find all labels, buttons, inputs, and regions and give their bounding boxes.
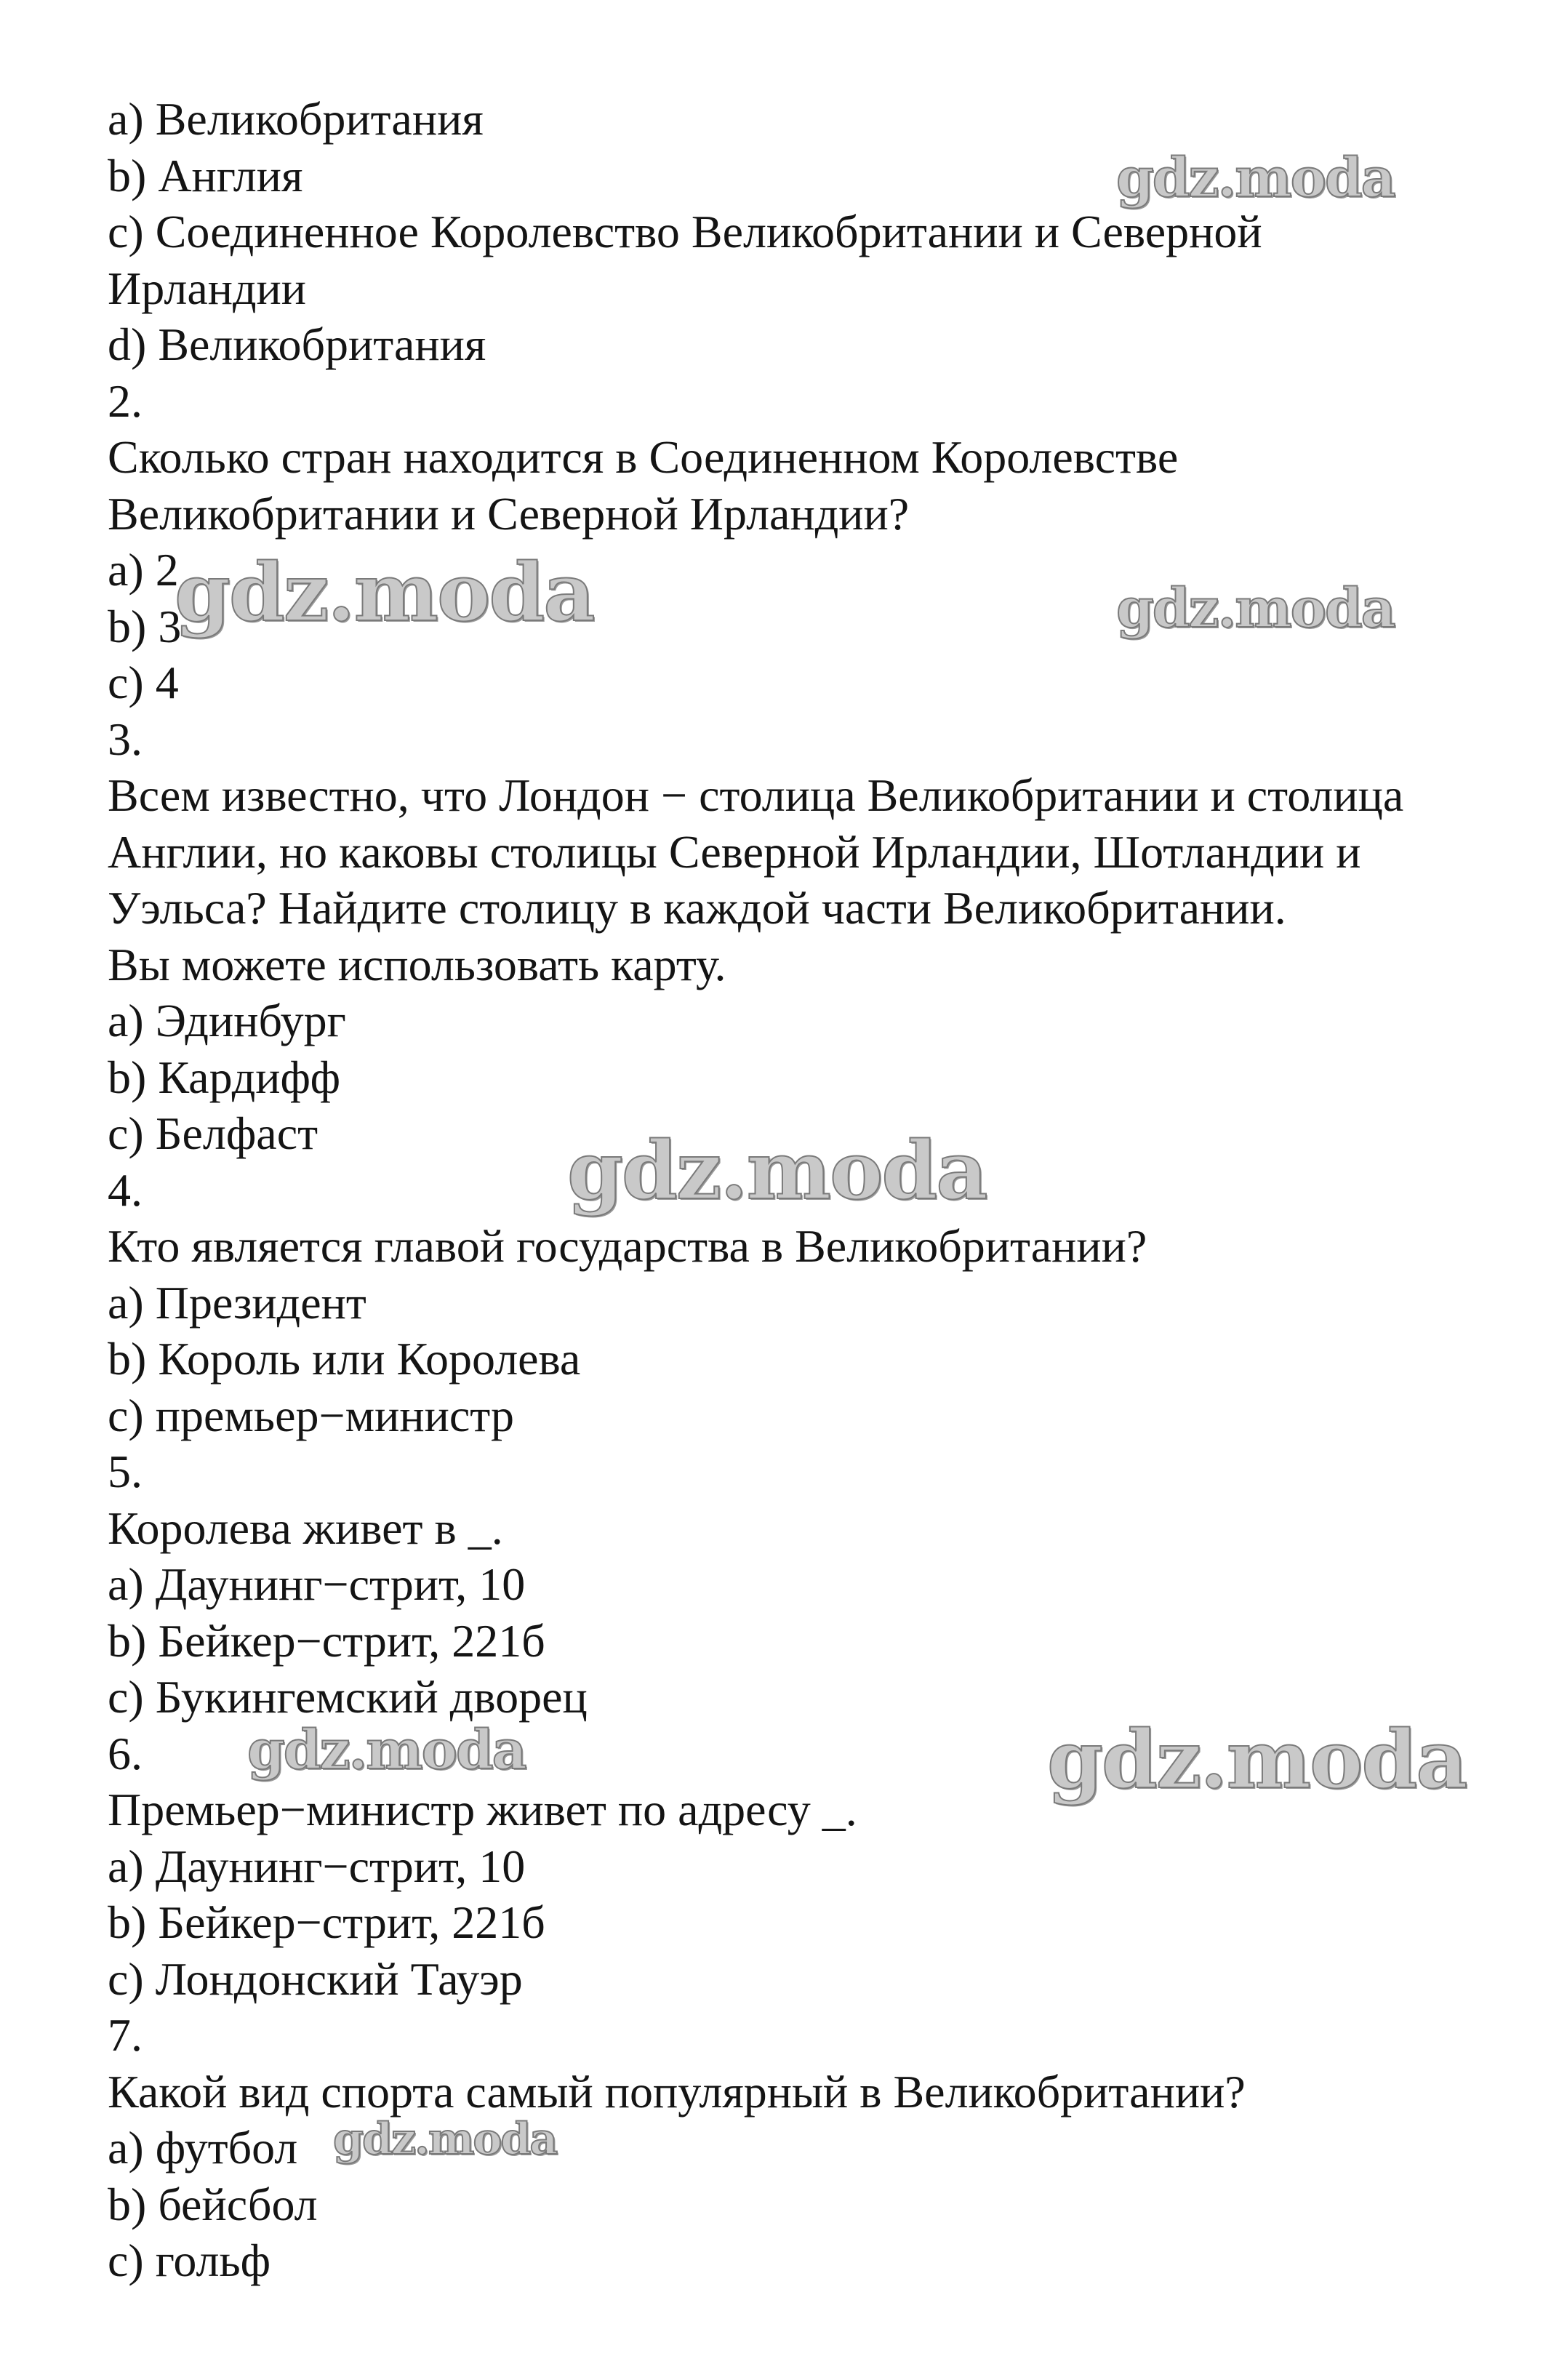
text-line: b) Бейкер−стрит, 221б — [108, 1896, 545, 1948]
text-line: a) Даунинг−стрит, 10 — [108, 1558, 526, 1610]
text-line: Королева живет в _. — [108, 1502, 503, 1554]
text-line: 2. — [108, 374, 143, 427]
text-line: b) Бейкер−стрит, 221б — [108, 1614, 545, 1667]
text-line: a) Президент — [108, 1276, 366, 1329]
text-line: Уэльса? Найдите столицу в каждой части Великобритании. — [108, 882, 1286, 934]
watermark-2: gdz.moda — [175, 545, 594, 639]
text-line: Премьер−министр живет по адресу _. — [108, 1784, 857, 1835]
text-line: b) Англия — [108, 149, 303, 201]
text-line: a) 2 — [108, 544, 179, 596]
text-line: 4. — [108, 1163, 143, 1216]
text-line: b) 3 — [108, 600, 182, 652]
text-line: b) бейсбол — [108, 2178, 318, 2230]
text-line: Кто является главой государства в Великобритании? — [108, 1220, 1147, 1272]
text-line: 7. — [108, 2009, 143, 2061]
text-line: a) Эдинбург — [108, 995, 346, 1046]
text-line: Вы можете использовать карту. — [108, 938, 726, 990]
text-line: Какой вид спорта самый популярный в Великобритании? — [108, 2065, 1246, 2117]
text-line: 6. — [108, 1727, 143, 1779]
text-line: Великобритании и Северной Ирландии? — [108, 487, 910, 540]
text-line: c) Соединенное Королевство Великобритании и Северной — [108, 206, 1262, 257]
watermark-6: gdz.moda — [1047, 1712, 1467, 1806]
text-line: а) Великобритания — [108, 93, 484, 145]
text-line: c) Букингемский дворец — [108, 1671, 588, 1723]
text-line: c) Белфаст — [108, 1107, 318, 1159]
watermark-3: gdz.moda — [1116, 577, 1395, 640]
watermark-5: gdz.moda — [247, 1719, 526, 1782]
text-line: 5. — [108, 1446, 143, 1497]
text-line: Ирландии — [108, 262, 307, 314]
watermark-7: gdz.moda — [333, 2114, 557, 2165]
text-line: b) Кардифф — [108, 1051, 341, 1103]
text-line: Всем известно, что Лондон − столица Великобритании и столица — [108, 769, 1404, 821]
text-line: 3. — [108, 713, 143, 765]
text-line: c) 4 — [108, 657, 179, 708]
text-line: c) Лондонский Тауэр — [108, 1952, 523, 2005]
text-line: c) гольф — [108, 2235, 271, 2286]
text-line: a) футбол — [108, 2122, 298, 2173]
watermark-1: gdz.moda — [1116, 147, 1395, 209]
text-line: d) Великобритания — [108, 318, 486, 370]
watermark-4: gdz.moda — [567, 1123, 987, 1217]
text-line: Сколько стран находится в Соединенном Королевстве — [108, 431, 1179, 483]
text-line: b) Король или Королева — [108, 1333, 581, 1385]
text-line: c) премьер−министр — [108, 1389, 514, 1441]
text-line: a) Даунинг−стрит, 10 — [108, 1840, 526, 1892]
text-line: Англии, но каковы столицы Северной Ирландии, Шотландии и — [108, 825, 1361, 878]
